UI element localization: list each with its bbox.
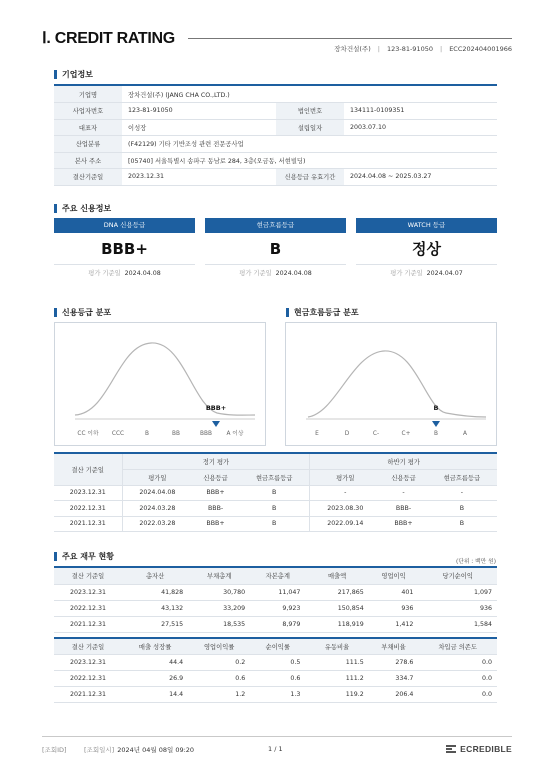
table-row: 2022.12.31 2024.03.28 BBB- B 2023.08.30 BBB- B <box>54 501 497 517</box>
header-meta: 장차건설(주) | 123-81-91050 | ECC202404001966 <box>334 45 512 53</box>
brand-logo: ECREDIBLE <box>446 744 512 754</box>
axis-tick: A <box>463 431 467 437</box>
table-row: 2022.12.31 43,132 33,209 9,923 150,854 936 936 <box>54 600 497 616</box>
footer-query-id: [조회ID] <box>42 746 67 754</box>
table-row: 본사 주소 [05740] 서울특별시 송파구 동남로 284, 3층(오금동, 서현빌딩) <box>54 152 497 169</box>
page-number: 1 / 1 <box>268 745 283 753</box>
axis-tick: CCC <box>111 431 125 437</box>
brand-mark-icon <box>446 745 456 753</box>
axis-tick: C- <box>372 431 380 437</box>
header-bizno: 123-81-91050 <box>386 45 433 53</box>
watch-rating-value: 정상 <box>356 233 497 265</box>
header-company: 장차건설(주) <box>334 45 371 53</box>
cashflow-rating-value: B <box>205 233 346 265</box>
page-title: Ⅰ. CREDIT RATING <box>42 30 175 47</box>
financials-heading: 주요 재무 현황 <box>54 551 114 562</box>
credit-marker-label: BBB+ <box>205 404 227 412</box>
credit-dist-heading: 신용등급 분포 <box>54 307 111 318</box>
table-row: 산업분류 (F42129) 기타 기반조성 관련 전문공사업 <box>54 136 497 153</box>
axis-tick: BBB <box>200 431 212 437</box>
cash-marker-label: B <box>433 404 439 412</box>
table-row: 2021.12.31 27,515 18,535 8,979 118,919 1,412 1,584 <box>54 616 497 632</box>
company-info-table <box>54 84 497 186</box>
axis-tick: E <box>315 431 319 437</box>
cash-dist-heading: 현금흐름등급 분포 <box>286 307 359 318</box>
axis-tick: B <box>434 431 438 437</box>
rating-history-table: 결산 기준일 정기 평가 하반기 평가 평가일 신용등급 현금흐름등급 평가일 신용등급 현금흐름등급 2023.12.31 2024.04.08 BBB+ B - - - 2022.12.31 2024.03.28 BBB- B 2023.08.30 BBB- B 2021.12.31 2022.03.28 BBB+ B 2022.09.14 BBB+ B <box>54 452 497 532</box>
axis-tick: A 이상 <box>226 431 244 437</box>
table-row: 2023.12.31 44.4 0.2 0.5 111.5 278.6 0.0 <box>54 654 497 670</box>
rating-cards <box>54 218 497 288</box>
table-row: 2022.12.31 26.9 0.6 0.6 111.2 334.7 0.0 <box>54 670 497 686</box>
title-divider <box>188 38 512 39</box>
page-header <box>42 28 512 68</box>
axis-tick: D <box>344 431 350 437</box>
watch-rating-card: WATCH 등급 정상 평가 기준일 2024.04.07 <box>356 218 497 288</box>
axis-tick: CC 이하 <box>77 431 99 437</box>
axis-tick: C+ <box>401 431 411 437</box>
table-row: 사업자번호 123-81-91050 법인번호 134111-0109351 <box>54 103 497 120</box>
cashflow-rating-card: 현금흐름등급 B 평가 기준일 2024.04.08 <box>205 218 346 288</box>
footer-divider <box>42 736 512 737</box>
header-doc-id: ECC202404001966 <box>449 45 512 53</box>
credit-dist-chart <box>54 322 266 446</box>
table-row: 2023.12.31 41,828 30,780 11,047 217,865 401 1,097 <box>54 584 497 600</box>
table-row: 2023.12.31 2024.04.08 BBB+ B - - - <box>54 485 497 501</box>
unit-note: (단위 : 백만 원) <box>455 559 496 565</box>
table-row: 2021.12.31 2022.03.28 BBB+ B 2022.09.14 BBB+ B <box>54 516 497 532</box>
dna-rating-value: BBB+ <box>54 233 195 265</box>
axis-tick: BB <box>172 431 180 437</box>
financials-table: 결산 기준일 총자산 부채총계 자본총계 매출액 영업이익 당기순이익 2023.12.31 41,828 30,780 11,047 217,865 401 1,097 2022.12.31 43,132 33,209 9,923 150,854 936 936 2021.12.31 27,515 18,535 8,979 118,919 1,412 1,584 결산 기준일 매출 성장률 영업이익률 순이익률 유동비율 부채비율 차입금 의존도 2023.12.31 44.4 0.2 0.5 111.5 278.6 0.0 2022.12.31 26.9 0.6 0.6 111.2 334.7 0.0 2021.12.31 14.4 1.2 1.3 119.2 206.4 0.0 <box>54 566 497 703</box>
company-info-heading: 기업정보 <box>54 69 93 80</box>
dna-rating-card: DNA 신용등급 BBB+ 평가 기준일 2024.04.08 <box>54 218 195 288</box>
table-row: 결산기준일 2023.12.31 신용등급 유효기간 2024.04.08 ~ 2025.03.27 <box>54 169 497 186</box>
cash-dist-chart <box>285 322 497 446</box>
footer-query-time: [조회일시] 2024년 04월 08일 09:20 <box>84 746 195 754</box>
table-row: 2021.12.31 14.4 1.2 1.3 119.2 206.4 0.0 <box>54 686 497 702</box>
ratings-heading: 주요 신용정보 <box>54 203 111 214</box>
axis-tick: B <box>145 431 149 437</box>
table-row: 기업명 장차건설(주) (JANG CHA CO.,LTD.) <box>54 86 497 103</box>
table-row: 대표자 이성장 설립일자 2003.07.10 <box>54 119 497 136</box>
